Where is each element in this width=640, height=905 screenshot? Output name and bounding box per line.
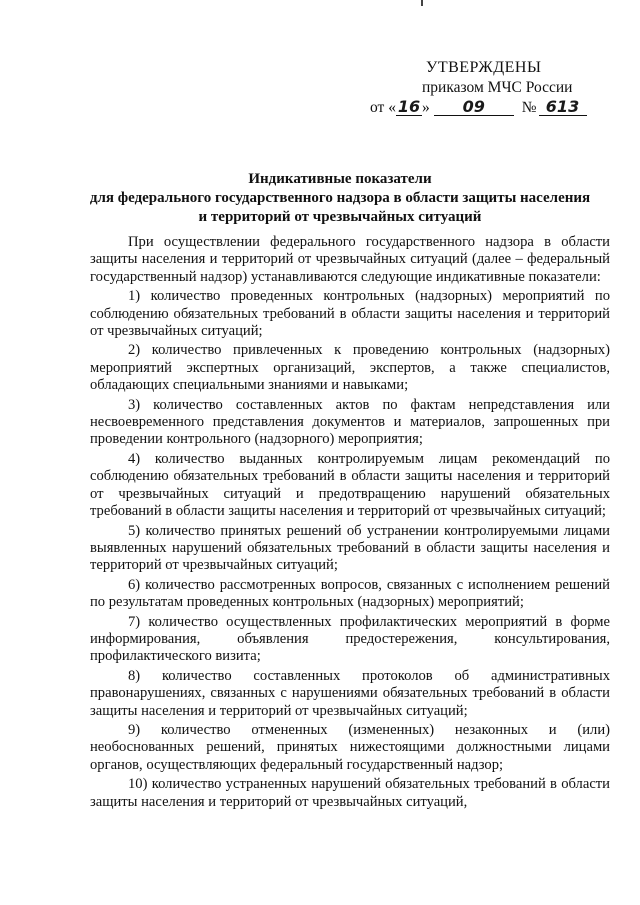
paragraph-item-7: 7) количество осуществленных профилактических мероприятий в форме информирования, объявления предостережения, консультирования, профилактического визита;: [90, 613, 610, 665]
paragraph-item-3: 3) количество составленных актов по фактам непредставления или несвоевременного представления документов и материалов, запрошенных при проведении контрольного (надзорного) мероприятия;: [90, 396, 610, 448]
paragraph-item-2: 2) количество привлеченных к проведению контрольных (надзорных) мероприятий экспертных организаций, экспертов, а также специалистов, обладающих специальными знаниями и навыками;: [90, 342, 610, 394]
title-line-2: для федерального государственного надзора в области защиты населения: [89, 190, 591, 206]
order-number-handwritten: 613: [539, 99, 587, 116]
document-title: [60, 170, 620, 227]
paragraph-item-1: 1) количество проведенных контрольных (надзорных) мероприятий по соблюдению обязательных требований в области защиты населения и территорий от чрезвычайных ситуаций;: [90, 288, 610, 340]
date-mid: »: [421, 99, 430, 116]
title-line-3: и территорий от чрезвычайных ситуаций: [198, 209, 482, 225]
date-month-handwritten: 09: [434, 99, 514, 116]
approval-order-line: приказом МЧС России: [422, 79, 573, 96]
date-prefix: от «: [370, 99, 396, 116]
paragraph-intro: При осуществлении федерального государственного надзора в области защиты населения и территорий от чрезвычайных ситуаций (далее – федеральный государственный надзор) устанавливаются следующие индикативные показатели:: [90, 234, 610, 285]
scan-mark: [421, 0, 423, 6]
paragraph-item-9: 9) количество отмененных (измененных) незаконных и (или) необоснованных решений, принятых нижестоящими должностными лицами органов, осуществляющих федеральный государственный надзор;: [90, 721, 610, 773]
paragraph-item-6: 6) количество рассмотренных вопросов, связанных с исполнением решений по результатам проведенных контрольных (надзорных) мероприятий;: [90, 576, 610, 611]
paragraph-item-5: 5) количество принятых решений об устранении контролируемыми лицами выявленных нарушений обязательных требований в области защиты населения и территорий от чрезвычайных ситуаций;: [90, 522, 610, 574]
paragraph-item-10: 10) количество устраненных нарушений обязательных требований в области защиты населения и территорий от чрезвычайных ситуаций,: [90, 776, 610, 810]
date-day-handwritten: 16: [397, 97, 421, 116]
number-prefix: №: [521, 99, 537, 116]
approval-date-line: [370, 98, 612, 118]
document-body: [90, 234, 610, 811]
paragraph-item-8: 8) количество составленных протоколов об административных правонарушениях, связанных с нарушениями обязательных требований в области защиты населения и территорий от чрезвычайных ситуаций;: [90, 667, 610, 719]
approval-stamp: УТВЕРЖДЕНЫ: [426, 59, 542, 76]
paragraph-item-4: 4) количество выданных контролируемым лицам рекомендаций по соблюдению обязательных требований в области защиты населения и территорий от чрезвычайных ситуаций и предотвращению нарушений обязательных требований в области защиты населения и территорий от чрезвычайных ситуаций;: [90, 450, 610, 520]
title-line-1: Индикативные показатели: [248, 171, 432, 187]
approval-block: [372, 58, 612, 118]
